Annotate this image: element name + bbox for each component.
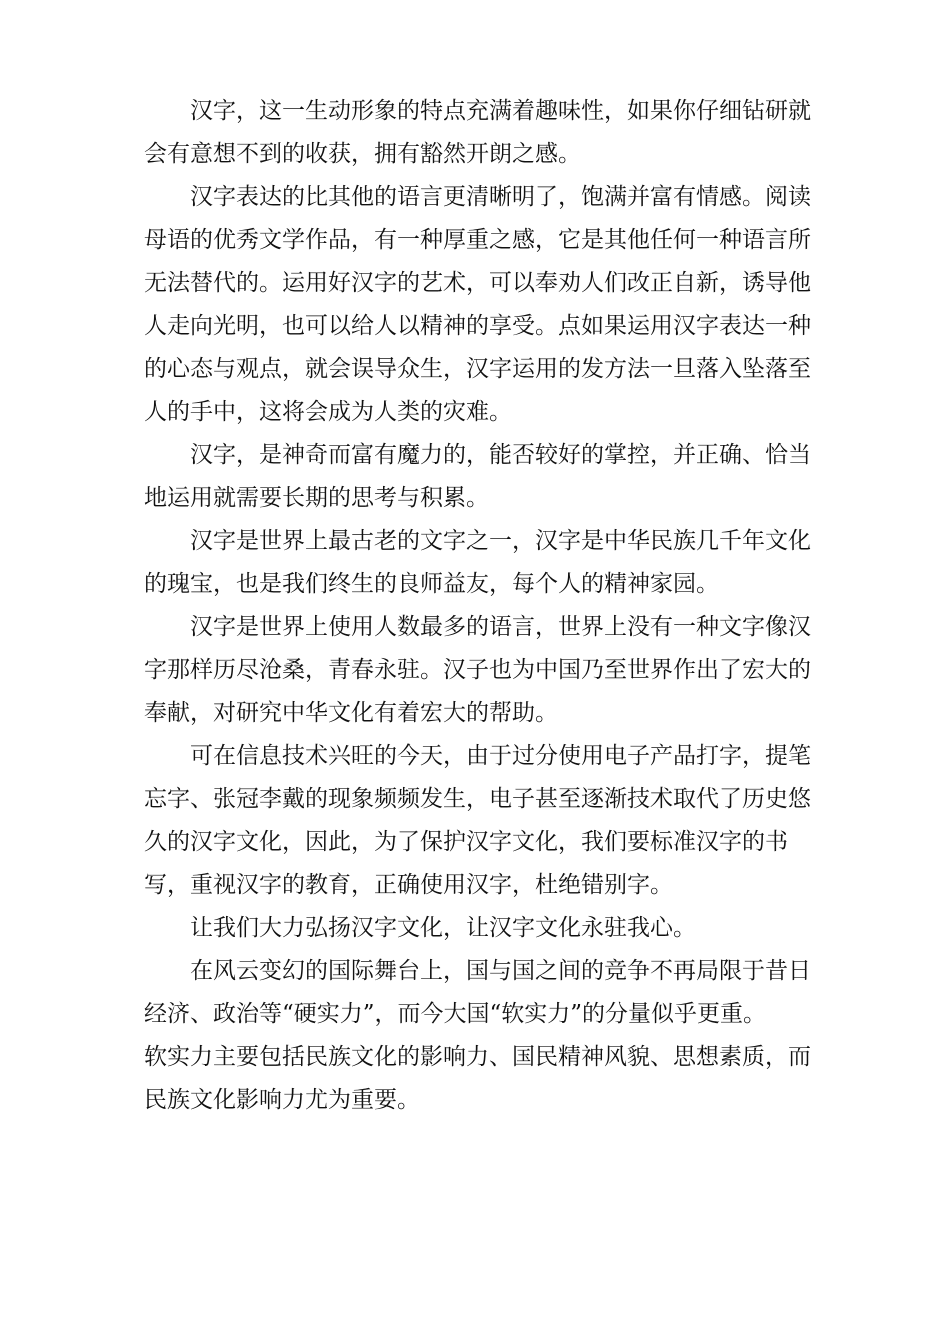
paragraph-line: 汉字，是神奇而富有魔力的，能否较好的掌控，并正确、恰当 xyxy=(190,442,811,468)
paragraph-line: 让我们大力弘扬汉字文化，让汉字文化永驻我心。 xyxy=(190,915,696,941)
paragraph-line: 会有意想不到的收获，拥有豁然开朗之感。 xyxy=(144,141,581,167)
paragraph-line: 忘字、张冠李戴的现象频频发生，电子甚至逐渐技术取代了历史悠 xyxy=(144,786,811,812)
paragraph-1 xyxy=(144,90,811,176)
paragraph-line: 人走向光明，也可以给人以精神的享受。点如果运用汉字表达一种 xyxy=(144,313,811,339)
paragraph-7 xyxy=(144,907,796,950)
paragraph-line: 无法替代的。运用好汉字的艺术，可以奉劝人们改正自新，诱导他 xyxy=(144,270,811,296)
paragraph-line: 母语的优秀文学作品，有一种厚重之感，它是其他任何一种语言所 xyxy=(144,227,811,253)
paragraph-line: 久的汉字文化，因此，为了保护汉字文化，我们要标准汉字的书 xyxy=(144,829,788,855)
paragraph-line: 写，重视汉字的教育，正确使用汉字，杜绝错别字。 xyxy=(144,872,673,898)
paragraph-3 xyxy=(144,434,811,520)
paragraph-line: 汉字表达的比其他的语言更清晰明了，饱满并富有情感。阅读 xyxy=(190,184,811,210)
paragraph-line: 可在信息技术兴旺的今天，由于过分使用电子产品打字，提笔 xyxy=(190,743,811,769)
document-body xyxy=(144,90,811,1122)
paragraph-2 xyxy=(144,176,811,434)
paragraph-line: 的心态与观点，就会误导众生，汉字运用的发方法一旦落入坠落至 xyxy=(144,356,811,382)
paragraph-line: 软实力主要包括民族文化的影响力、国民精神风貌、思想素质，而 xyxy=(144,1044,811,1070)
paragraph-6 xyxy=(144,735,811,907)
paragraph-line: 的瑰宝，也是我们终生的良师益友，每个人的精神家园。 xyxy=(144,571,719,597)
paragraph-5 xyxy=(144,606,811,735)
paragraph-line: 民族文化影响力尤为重要。 xyxy=(144,1087,420,1113)
paragraph-line: 奉献，对研究中华文化有着宏大的帮助。 xyxy=(144,700,558,726)
paragraph-line: 汉字是世界上最古老的文字之一，汉字是中华民族几千年文化 xyxy=(190,528,811,554)
paragraph-8 xyxy=(144,950,811,1122)
paragraph-line: 经济、政治等“硬实力”，而今大国“软实力”的分量似乎更重。 xyxy=(144,1001,767,1027)
paragraph-line: 字那样历尽沧桑，青春永驻。汉子也为中国乃至世界作出了宏大的 xyxy=(144,657,811,683)
paragraph-line: 汉字，这一生动形象的特点充满着趣味性，如果你仔细钻研就 xyxy=(190,98,811,124)
paragraph-line: 人的手中，这将会成为人类的灾难。 xyxy=(144,399,512,425)
paragraph-line: 汉字是世界上使用人数最多的语言，世界上没有一种文字像汉 xyxy=(190,614,811,640)
paragraph-4 xyxy=(144,520,811,606)
paragraph-line: 地运用就需要长期的思考与积累。 xyxy=(144,485,489,511)
paragraph-line: 在风云变幻的国际舞台上，国与国之间的竞争不再局限于昔日 xyxy=(190,958,811,984)
